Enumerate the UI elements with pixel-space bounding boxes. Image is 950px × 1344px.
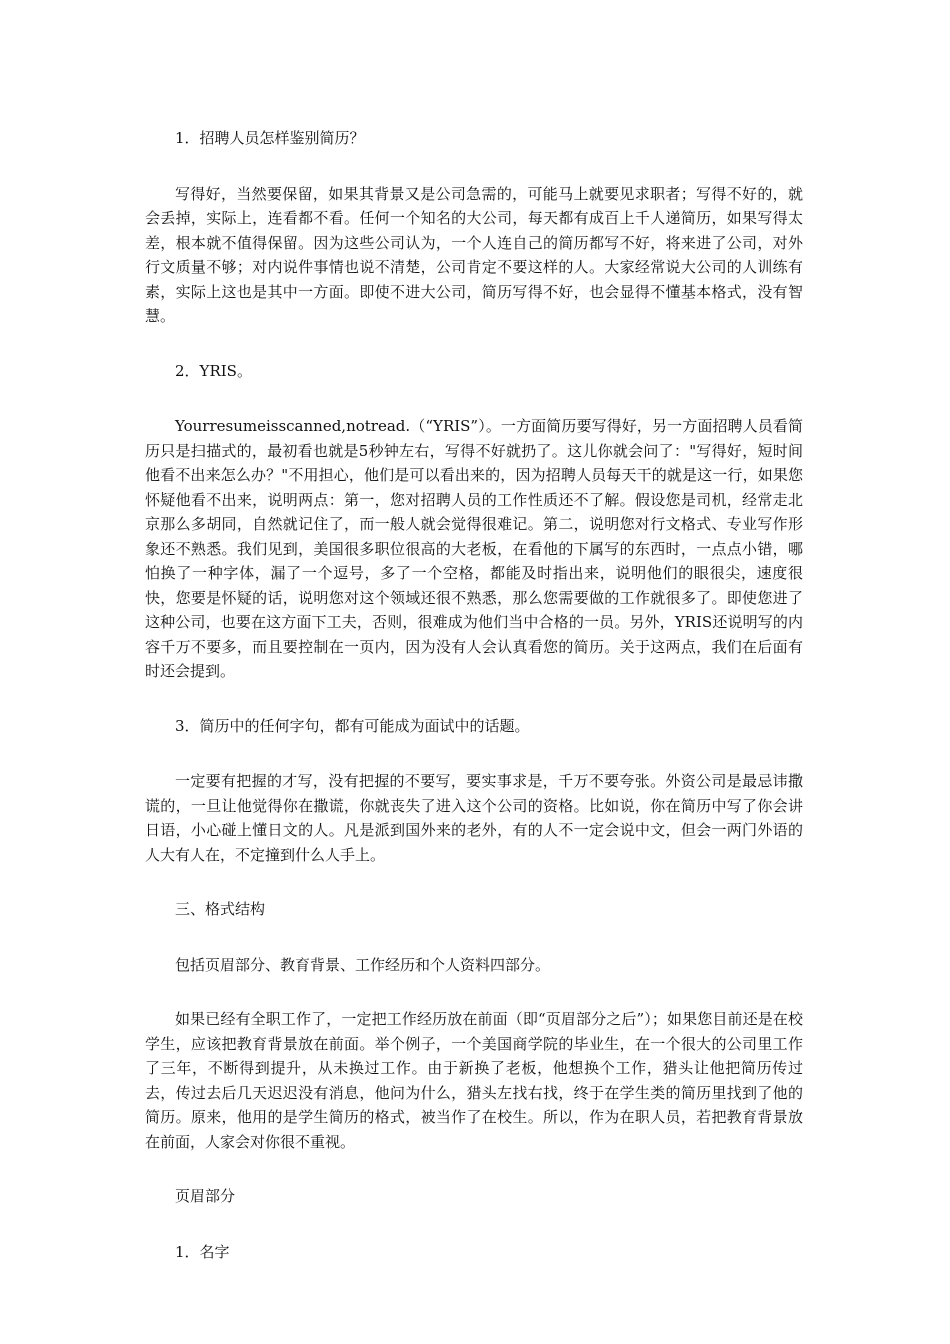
paragraph: 如果已经有全职工作了，一定把工作经历放在前面（即“页眉部分之后”）；如果您目前还是在校学生，应该把教育背景放在前面。举个例子，一个美国商学院的毕业生，在一个很大的公司里工作了三年，不断得到提升，从未换过工作。由于新换了老板，他想换个工作，猎头让他把简历传过去，传过去后几天迟迟没有消息，他问为什么，猎头左找右找，终于在学生类的简历里找到了他的简历。原来，他用的是学生简历的格式，被当作了在校生。所以，作为在职人员，若把教育背景放在前面，人家会对你很不重视。 [145, 1010, 803, 1151]
paragraph: 一定要有把握的才写，没有把握的不要写，要实事求是，千万不要夸张。外资公司是最忌讳撒谎的，一旦让他觉得你在撒谎，你就丧失了进入这个公司的资格。比如说，你在简历中写了你会讲日语，小心碰上懂日文的人。凡是派到国外来的老外，有的人不一定会说中文，但会一两门外语的人大有人在，不定撞到什么人手上。 [145, 772, 803, 864]
section-heading: 3．简历中的任何字句，都有可能成为面试中的话题。 [175, 716, 530, 735]
section-heading: 2．YRIS。 [175, 361, 252, 380]
section-heading: 页眉部分 [175, 1187, 236, 1205]
paragraph: Yourresumeisscanned,notread.（“YRIS”）。一方面简历要写得好，另一方面招聘人员看简历只是扫描式的，最初看也就是5秒钟左右，写得不好就扔了。这儿你就会问了："写得好，短时间他看不出来怎么办？"不用担心，他们是可以看出来的，因为招聘人员每天干的就是这一行，如果您怀疑他看不出来，说明两点：第一，您对招聘人员的工作性质还不了解。假设您是司机，经常走北京那么多胡同，自然就记住了，而一般人就会觉得很难记。第二，说明您对行文格式、专业写作形象还不熟悉。我们见到，美国很多职位很高的大老板，在看他的下属写的东西时，一点点小错，哪怕换了一种字体，漏了一个逗号，多了一个空格，都能及时指出来，说明他们的眼很尖，速度很快，您要是怀疑的话，说明您对这个领域还很不熟悉，那么您需要做的工作就很多了。即使您进了这种公司，也要在这方面下工夫，否则，很难成为他们当中合格的一员。另外，YRIS还说明写的内容千万不要多，而且要控制在一页内，因为没有人会认真看您的简历。关于这两点，我们在后面有时还会提到。 [145, 417, 803, 680]
paragraph: 包括页眉部分、教育背景、工作经历和个人资料四部分。 [175, 955, 551, 974]
section-heading: 1．招聘人员怎样鉴别简历？ [175, 129, 365, 147]
section-heading: 1．名字 [175, 1242, 230, 1261]
paragraph: 写得好，当然要保留，如果其背景又是公司急需的，可能马上就要见求职者；写得不好的，就会丢掉，实际上，连看都不看。任何一个知名的大公司，每天都有成百上千人递简历，如果写得太差，根本就不值得保留。因为这些公司认为，一个人连自己的简历都写不好，将来进了公司，对外行文质量不够；对内说件事情也说不清楚，公司肯定不要这样的人。大家经常说大公司的人训练有素，实际上这也是其中一方面。即使不进大公司，简历写得不好，也会显得不懂基本格式，没有智慧。 [145, 184, 803, 325]
document-body [145, 126, 803, 1295]
section-heading: 三、格式结构 [175, 900, 266, 918]
